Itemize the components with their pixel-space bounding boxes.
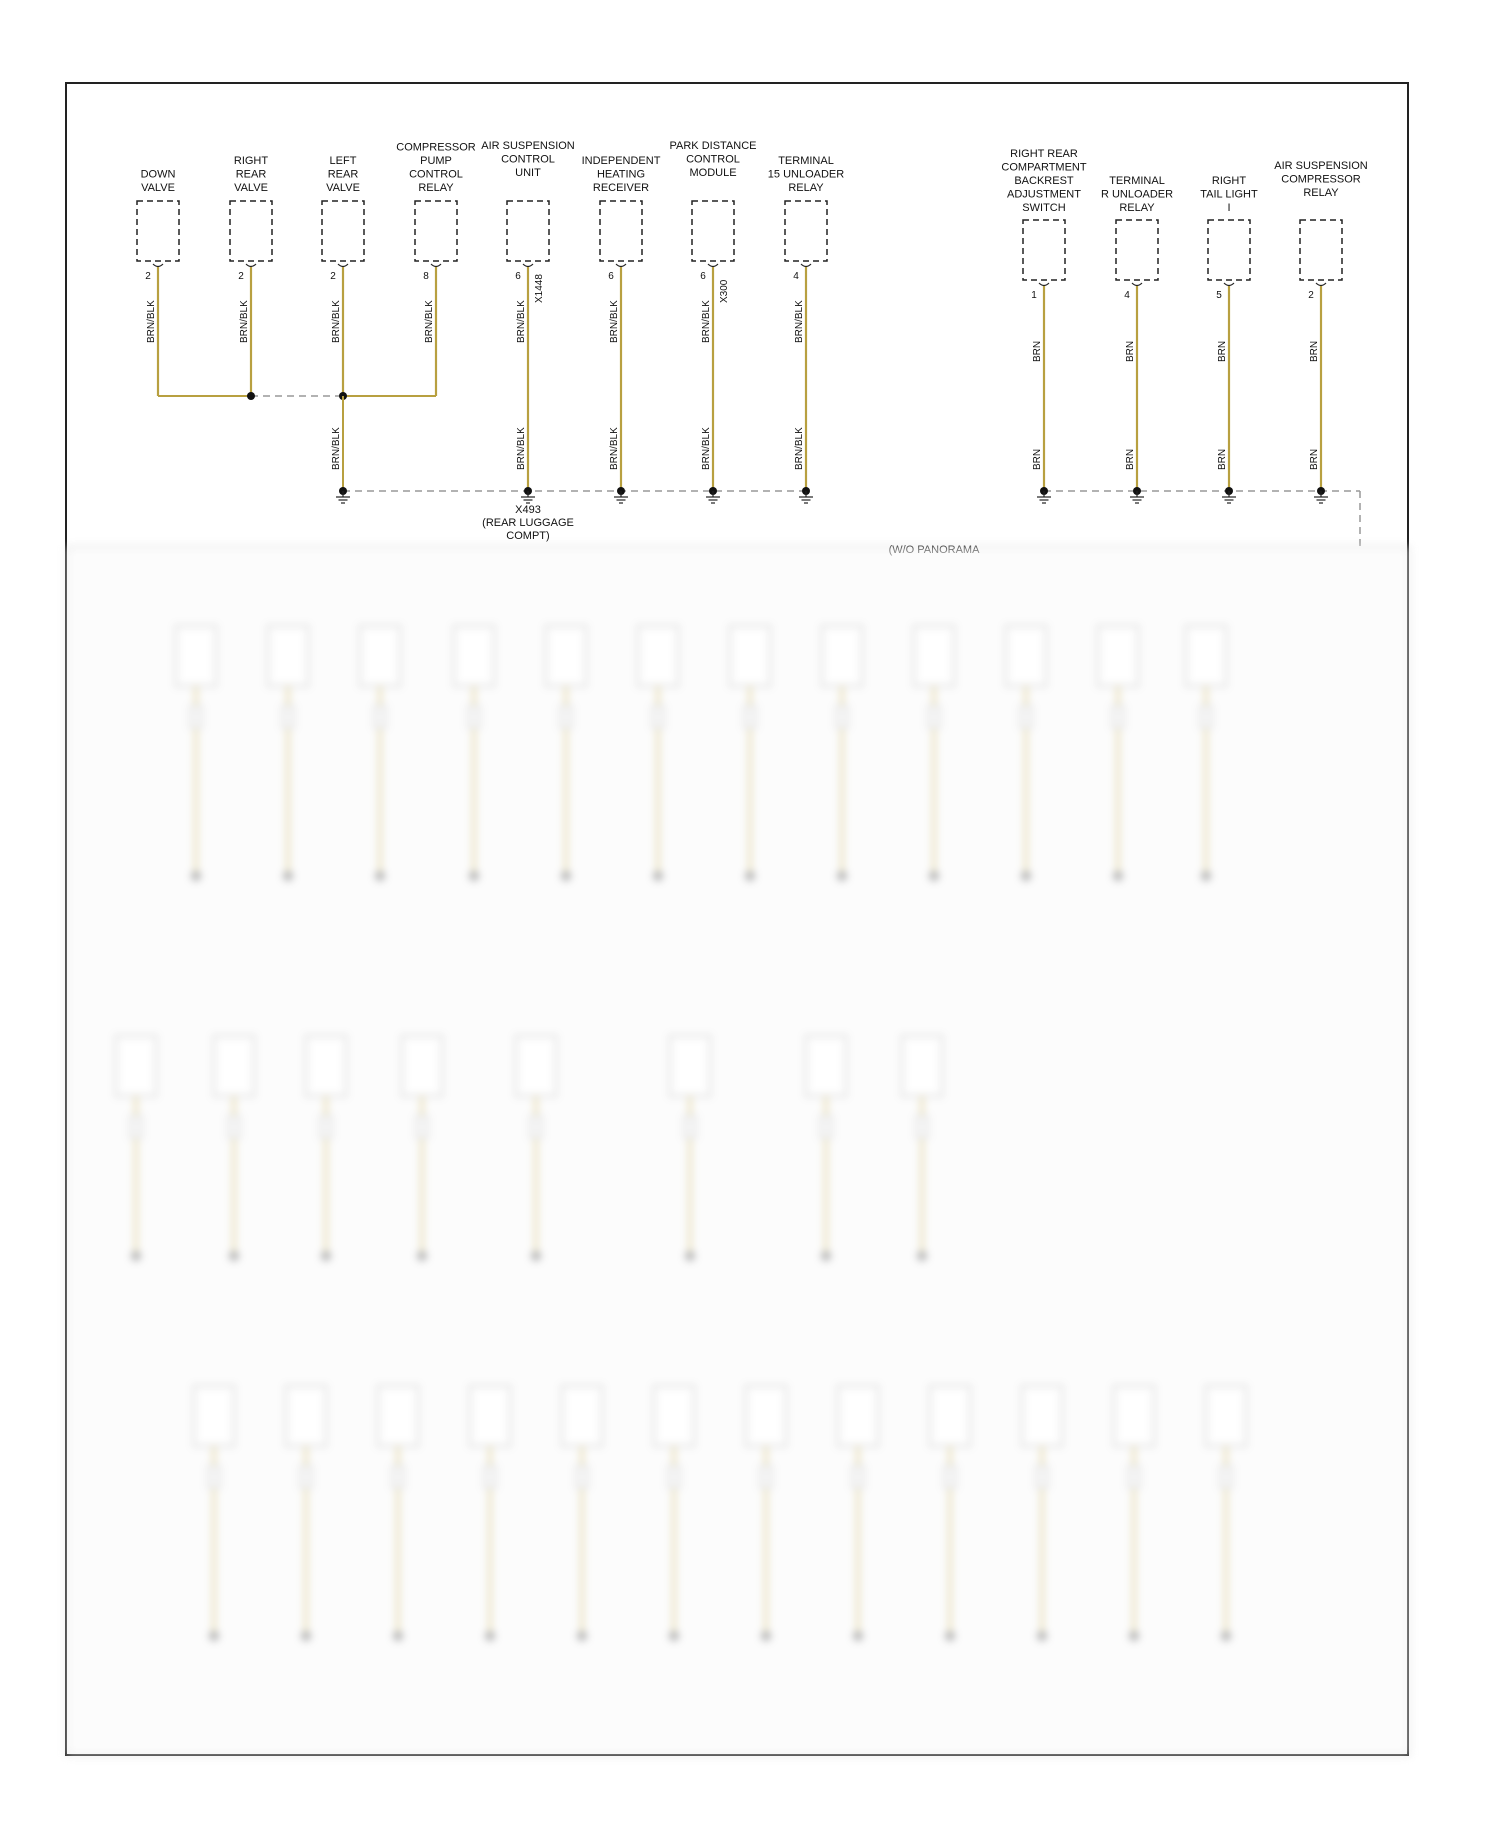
pin-cap — [616, 264, 626, 267]
pin-number: 6 — [515, 271, 521, 282]
ground-icon — [1037, 487, 1051, 503]
obscured-connector — [190, 706, 202, 728]
obscured-ground — [1221, 1631, 1231, 1641]
connector-box — [1023, 220, 1065, 280]
obscured-connector — [530, 1116, 542, 1138]
obscured-component — [194, 1386, 234, 1446]
wire-color-label: BRN/BLK — [331, 300, 342, 343]
connector-id: X300 — [719, 279, 730, 303]
pin-number: 2 — [330, 271, 336, 282]
component-label: DOWN — [140, 168, 176, 181]
obscured-component — [470, 1386, 510, 1446]
component-label: BACKREST — [1014, 175, 1074, 187]
obscured-connector — [282, 706, 294, 728]
obscured-ground — [469, 871, 479, 881]
splice-dot — [247, 392, 255, 400]
obscured-ground — [945, 1631, 955, 1641]
ground-icon — [799, 487, 813, 503]
obscured-connector — [1020, 706, 1032, 728]
component-label: AIR SUSPENSION — [481, 140, 575, 152]
obscured-component — [214, 1036, 254, 1096]
wire-color-label: BRN/BLK — [794, 300, 805, 343]
obscured-connector — [668, 1466, 680, 1488]
pin-number: 8 — [423, 271, 429, 282]
component-right-rear-backrest-switch — [1001, 148, 1086, 491]
obscured-component — [1098, 626, 1138, 686]
obscured-connector — [560, 706, 572, 728]
component-label: HEATING — [596, 168, 646, 181]
obscured-connector — [392, 1466, 404, 1488]
obscured-diagram-area — [66, 546, 1410, 1756]
obscured-ground — [229, 1251, 239, 1261]
component-label: VALVE — [234, 182, 268, 194]
ground-x493-label — [482, 504, 574, 542]
component-label: COMPRESSOR — [1281, 173, 1361, 186]
component-label: VALVE — [141, 182, 175, 194]
obscured-component — [306, 1036, 346, 1096]
pin-number: 2 — [145, 271, 151, 282]
component-label: AIR SUSPENSION — [1274, 160, 1368, 172]
svg-text:X493: X493 — [515, 504, 541, 516]
valve-bus — [158, 392, 436, 491]
pin-number: 4 — [793, 271, 799, 282]
component-layer — [137, 140, 1368, 491]
component-label: TERMINAL — [1109, 175, 1165, 187]
wire-color-label: BRN — [1032, 448, 1043, 470]
ground-icon — [1130, 487, 1144, 503]
ground-icon — [521, 487, 535, 503]
wire-color-label: BRN/BLK — [516, 427, 527, 470]
obscured-ground — [131, 1251, 141, 1261]
obscured-component — [1006, 626, 1046, 686]
connector-box — [692, 201, 734, 261]
component-label: RIGHT — [1211, 175, 1247, 187]
component-label: CONTROL — [409, 168, 463, 181]
obscured-component — [1186, 626, 1226, 686]
connector-box — [785, 201, 827, 261]
obscured-ground — [283, 871, 293, 881]
component-label: LEFT — [329, 155, 357, 167]
obscured-ground — [917, 1251, 927, 1261]
obscured-component — [402, 1036, 442, 1096]
obscured-component — [1114, 1386, 1154, 1446]
component-label: VALVE — [326, 182, 360, 194]
obscured-connector — [374, 706, 386, 728]
component-label: CONTROL — [686, 153, 740, 166]
pin-cap — [246, 264, 256, 267]
component-label: TERMINAL — [778, 155, 834, 167]
obscured-component — [378, 1386, 418, 1446]
connector-box — [507, 201, 549, 261]
component-label: RELAY — [1119, 202, 1155, 214]
svg-text:COMPT): COMPT) — [506, 530, 550, 542]
obscured-ground — [1037, 1631, 1047, 1641]
wire-color-label: BRN/BLK — [609, 427, 620, 470]
ground-icon — [1314, 487, 1328, 503]
obscured-ground — [209, 1631, 219, 1641]
connector-box — [137, 201, 179, 261]
pin-cap — [1132, 283, 1142, 286]
component-air-suspension-control-unit — [481, 140, 575, 491]
obscured-component — [268, 626, 308, 686]
obscured-connector — [468, 706, 480, 728]
obscured-ground — [821, 1251, 831, 1261]
pin-cap — [1224, 283, 1234, 286]
obscured-connector — [820, 1116, 832, 1138]
pin-number: 6 — [700, 271, 706, 282]
obscured-ground — [745, 871, 755, 881]
obscured-component — [902, 1036, 942, 1096]
obscured-ground — [929, 871, 939, 881]
obscured-connector — [944, 1466, 956, 1488]
component-independent-heating-receiver — [582, 155, 661, 491]
pin-cap — [153, 264, 163, 267]
component-label: ADJUSTMENT — [1007, 188, 1081, 201]
wire-color-label: BRN/BLK — [701, 427, 712, 470]
obscured-component — [838, 1386, 878, 1446]
wire-color-label: BRN — [1309, 340, 1320, 362]
wire-color-label: BRN — [1125, 340, 1136, 362]
obscured-component — [546, 626, 586, 686]
component-right-tail-light — [1200, 175, 1258, 491]
obscured-connector — [1128, 1466, 1140, 1488]
pin-cap — [1316, 283, 1326, 286]
ground-icon — [706, 487, 720, 503]
component-label: RECEIVER — [592, 182, 650, 194]
obscured-connector — [928, 706, 940, 728]
obscured-ground — [577, 1631, 587, 1641]
wire-color-label: BRN/BLK — [331, 427, 342, 470]
connector-box — [322, 201, 364, 261]
pin-number: 5 — [1216, 290, 1222, 301]
component-label: COMPARTMENT — [1001, 161, 1087, 174]
wire-color-label: BRN — [1217, 340, 1228, 362]
obscured-connector — [1112, 706, 1124, 728]
pin-number: 1 — [1031, 290, 1037, 301]
wire-color-label: BRN — [1217, 448, 1228, 470]
component-label: CONTROL — [501, 153, 555, 166]
component-label: RELAY — [788, 182, 824, 194]
component-terminal-15-unloader-relay — [768, 155, 844, 491]
component-down-valve — [137, 169, 179, 397]
ground-symbols — [336, 487, 1328, 503]
obscured-ground — [685, 1251, 695, 1261]
obscured-connector — [1036, 1466, 1048, 1488]
pin-number: 4 — [1124, 290, 1130, 301]
obscured-connector — [652, 706, 664, 728]
component-label: RIGHT — [233, 155, 269, 167]
obscured-ground — [1021, 871, 1031, 881]
ground-icon — [614, 487, 628, 503]
obscured-ground — [393, 1631, 403, 1641]
obscured-ground — [301, 1631, 311, 1641]
component-label: RELAY — [1303, 187, 1339, 199]
wire-color-label: BRN/BLK — [794, 427, 805, 470]
component-label: REAR — [235, 168, 267, 181]
component-label: RIGHT REAR — [1010, 148, 1078, 160]
wire-color-label: BRN — [1125, 448, 1136, 470]
obscured-ground — [669, 1631, 679, 1641]
obscured-ground — [837, 871, 847, 881]
obscured-ground — [1113, 871, 1123, 881]
obscured-connector — [744, 706, 756, 728]
component-label: I — [1227, 202, 1231, 214]
obscured-ground — [1201, 871, 1211, 881]
obscured-ground — [191, 871, 201, 881]
component-air-suspension-compressor-relay — [1274, 160, 1368, 491]
obscured-connector — [836, 706, 848, 728]
obscured-component — [638, 626, 678, 686]
wire-color-label: BRN/BLK — [146, 300, 157, 343]
pin-cap — [1039, 283, 1049, 286]
component-label: SWITCH — [1022, 202, 1066, 214]
obscured-ground — [375, 871, 385, 881]
obscured-connector — [484, 1466, 496, 1488]
pin-cap — [431, 264, 441, 267]
obscured-component — [806, 1036, 846, 1096]
obscured-ground — [653, 871, 663, 881]
ground-icon — [336, 487, 350, 503]
component-label: R UNLOADER — [1100, 188, 1174, 201]
pin-cap — [338, 264, 348, 267]
obscured-connector — [684, 1116, 696, 1138]
wire-color-label: BRN — [1309, 448, 1320, 470]
component-compressor-pump-control-relay — [396, 142, 476, 397]
obscured-connector — [1200, 706, 1212, 728]
component-label: RELAY — [418, 182, 454, 194]
connector-box — [600, 201, 642, 261]
obscured-connector — [208, 1466, 220, 1488]
wire-color-label: BRN/BLK — [701, 300, 712, 343]
obscured-component — [1022, 1386, 1062, 1446]
obscured-connector — [300, 1466, 312, 1488]
svg-text:(REAR LUGGAGE: (REAR LUGGAGE — [482, 517, 574, 529]
pin-number: 2 — [1308, 290, 1314, 301]
component-right-rear-valve — [230, 155, 272, 396]
obscured-ground — [1129, 1631, 1139, 1641]
obscured-connector — [576, 1466, 588, 1488]
obscured-ground — [417, 1251, 427, 1261]
obscured-component — [516, 1036, 556, 1096]
obscured-connector — [130, 1116, 142, 1138]
obscured-connector — [916, 1116, 928, 1138]
connector-box — [230, 201, 272, 261]
obscured-connector — [320, 1116, 332, 1138]
wire-color-label: BRN/BLK — [239, 300, 250, 343]
component-left-rear-valve — [322, 155, 364, 396]
obscured-component — [930, 1386, 970, 1446]
component-label: PUMP — [420, 155, 452, 167]
connector-box — [1300, 220, 1342, 280]
component-label: REAR — [327, 168, 359, 181]
obscured-connector — [228, 1116, 240, 1138]
obscured-connector — [1220, 1466, 1232, 1488]
obscured-component — [654, 1386, 694, 1446]
wire-color-label: BRN — [1032, 340, 1043, 362]
obscured-ground — [761, 1631, 771, 1641]
obscured-component — [670, 1036, 710, 1096]
obscured-connector — [852, 1466, 864, 1488]
obscured-component — [360, 626, 400, 686]
obscured-component — [454, 626, 494, 686]
connector-box — [1208, 220, 1250, 280]
component-terminal-r-unloader-relay — [1101, 175, 1173, 491]
connector-box — [415, 201, 457, 261]
component-label: UNIT — [515, 167, 541, 179]
component-label: 15 UNLOADER — [767, 168, 845, 181]
obscured-ground — [561, 871, 571, 881]
obscured-component — [746, 1386, 786, 1446]
obscured-component — [914, 626, 954, 686]
pin-number: 6 — [608, 271, 614, 282]
component-label: TAIL LIGHT — [1200, 188, 1258, 201]
obscured-ground — [321, 1251, 331, 1261]
obscured-connector — [760, 1466, 772, 1488]
wire-color-label: BRN/BLK — [516, 300, 527, 343]
component-label: PARK DISTANCE — [669, 140, 757, 152]
obscured-component — [1206, 1386, 1246, 1446]
connector-box — [1116, 220, 1158, 280]
obscured-connector — [416, 1116, 428, 1138]
pin-cap — [523, 264, 533, 267]
wire-color-label: BRN/BLK — [609, 300, 620, 343]
component-label: COMPRESSOR — [396, 141, 476, 154]
component-label: INDEPENDENT — [581, 155, 661, 167]
ground-icon — [1222, 487, 1236, 503]
obscured-ground — [531, 1251, 541, 1261]
connector-id: X1448 — [534, 274, 545, 303]
obscured-component — [822, 626, 862, 686]
obscured-component — [116, 1036, 156, 1096]
component-label: MODULE — [689, 167, 737, 179]
component-park-distance-control-module — [670, 140, 757, 491]
obscured-component — [730, 626, 770, 686]
pin-number: 2 — [238, 271, 244, 282]
obscured-ground — [853, 1631, 863, 1641]
pin-cap — [708, 264, 718, 267]
obscured-component — [562, 1386, 602, 1446]
obscured-ground — [485, 1631, 495, 1641]
obscured-component — [176, 626, 216, 686]
pin-cap — [801, 264, 811, 267]
obscured-component — [286, 1386, 326, 1446]
wire-color-label: BRN/BLK — [424, 300, 435, 343]
